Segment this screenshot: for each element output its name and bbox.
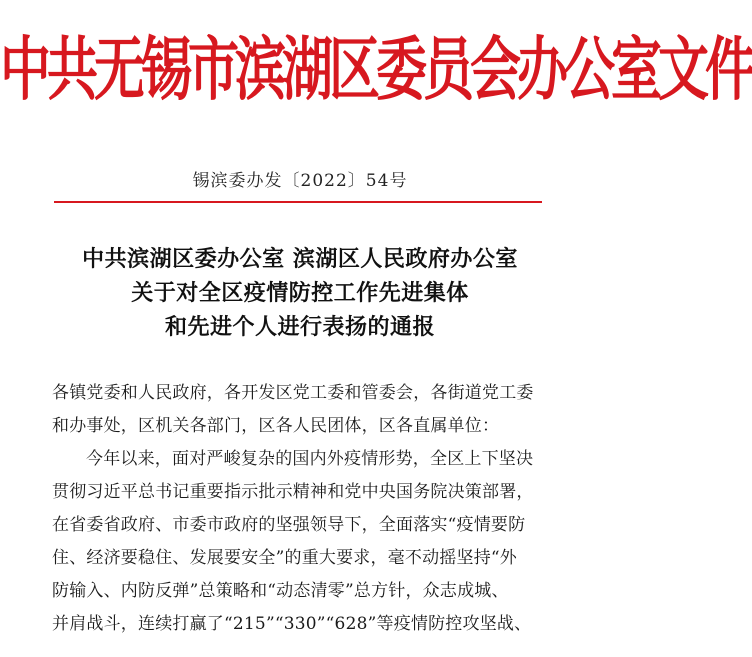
notice-title-line: 和先进个人进行表扬的通报 bbox=[164, 315, 435, 340]
body-line: 贯彻习近平总书记重要指示批示精神和党中央国务院决策部署， bbox=[52, 482, 534, 502]
document-header-title: 中共无锡市滨湖区委员会办公室文件 bbox=[0, 30, 752, 111]
notice-title-line: 关于对全区疫情防控工作先进集体 bbox=[131, 281, 469, 306]
body-line: 防输入、内防反弹”总策略和“动态清零”总方针，众志成城、 bbox=[52, 581, 509, 601]
body-line: 并肩战斗，连续打赢了“215”“330”“628”等疫情防控攻坚战、 bbox=[52, 614, 532, 634]
body-line-recipients: 和办事处，区机关各部门，区各人民团体，区各直属单位： bbox=[52, 416, 500, 436]
red-divider-rule bbox=[54, 201, 542, 203]
body-line: 住、经济要稳住、发展要安全”的重大要求，毫不动摇坚持“外 bbox=[52, 548, 517, 568]
body-line-paragraph-start: 今年以来，面对严峻复杂的国内外疫情形势，全区上下坚决 bbox=[86, 449, 534, 469]
document-number: 锡滨委办发〔2022〕54号 bbox=[192, 171, 408, 191]
notice-title-line: 中共滨湖区委办公室 滨湖区人民政府办公室 bbox=[82, 247, 518, 272]
notice-title bbox=[0, 243, 600, 345]
body-line-recipients: 各镇党委和人民政府，各开发区党工委和管委会，各街道党工委 bbox=[52, 383, 534, 403]
notice-body bbox=[52, 377, 552, 641]
body-line: 在省委省政府、市委市政府的坚强领导下，全面落实“疫情要防 bbox=[52, 515, 526, 535]
